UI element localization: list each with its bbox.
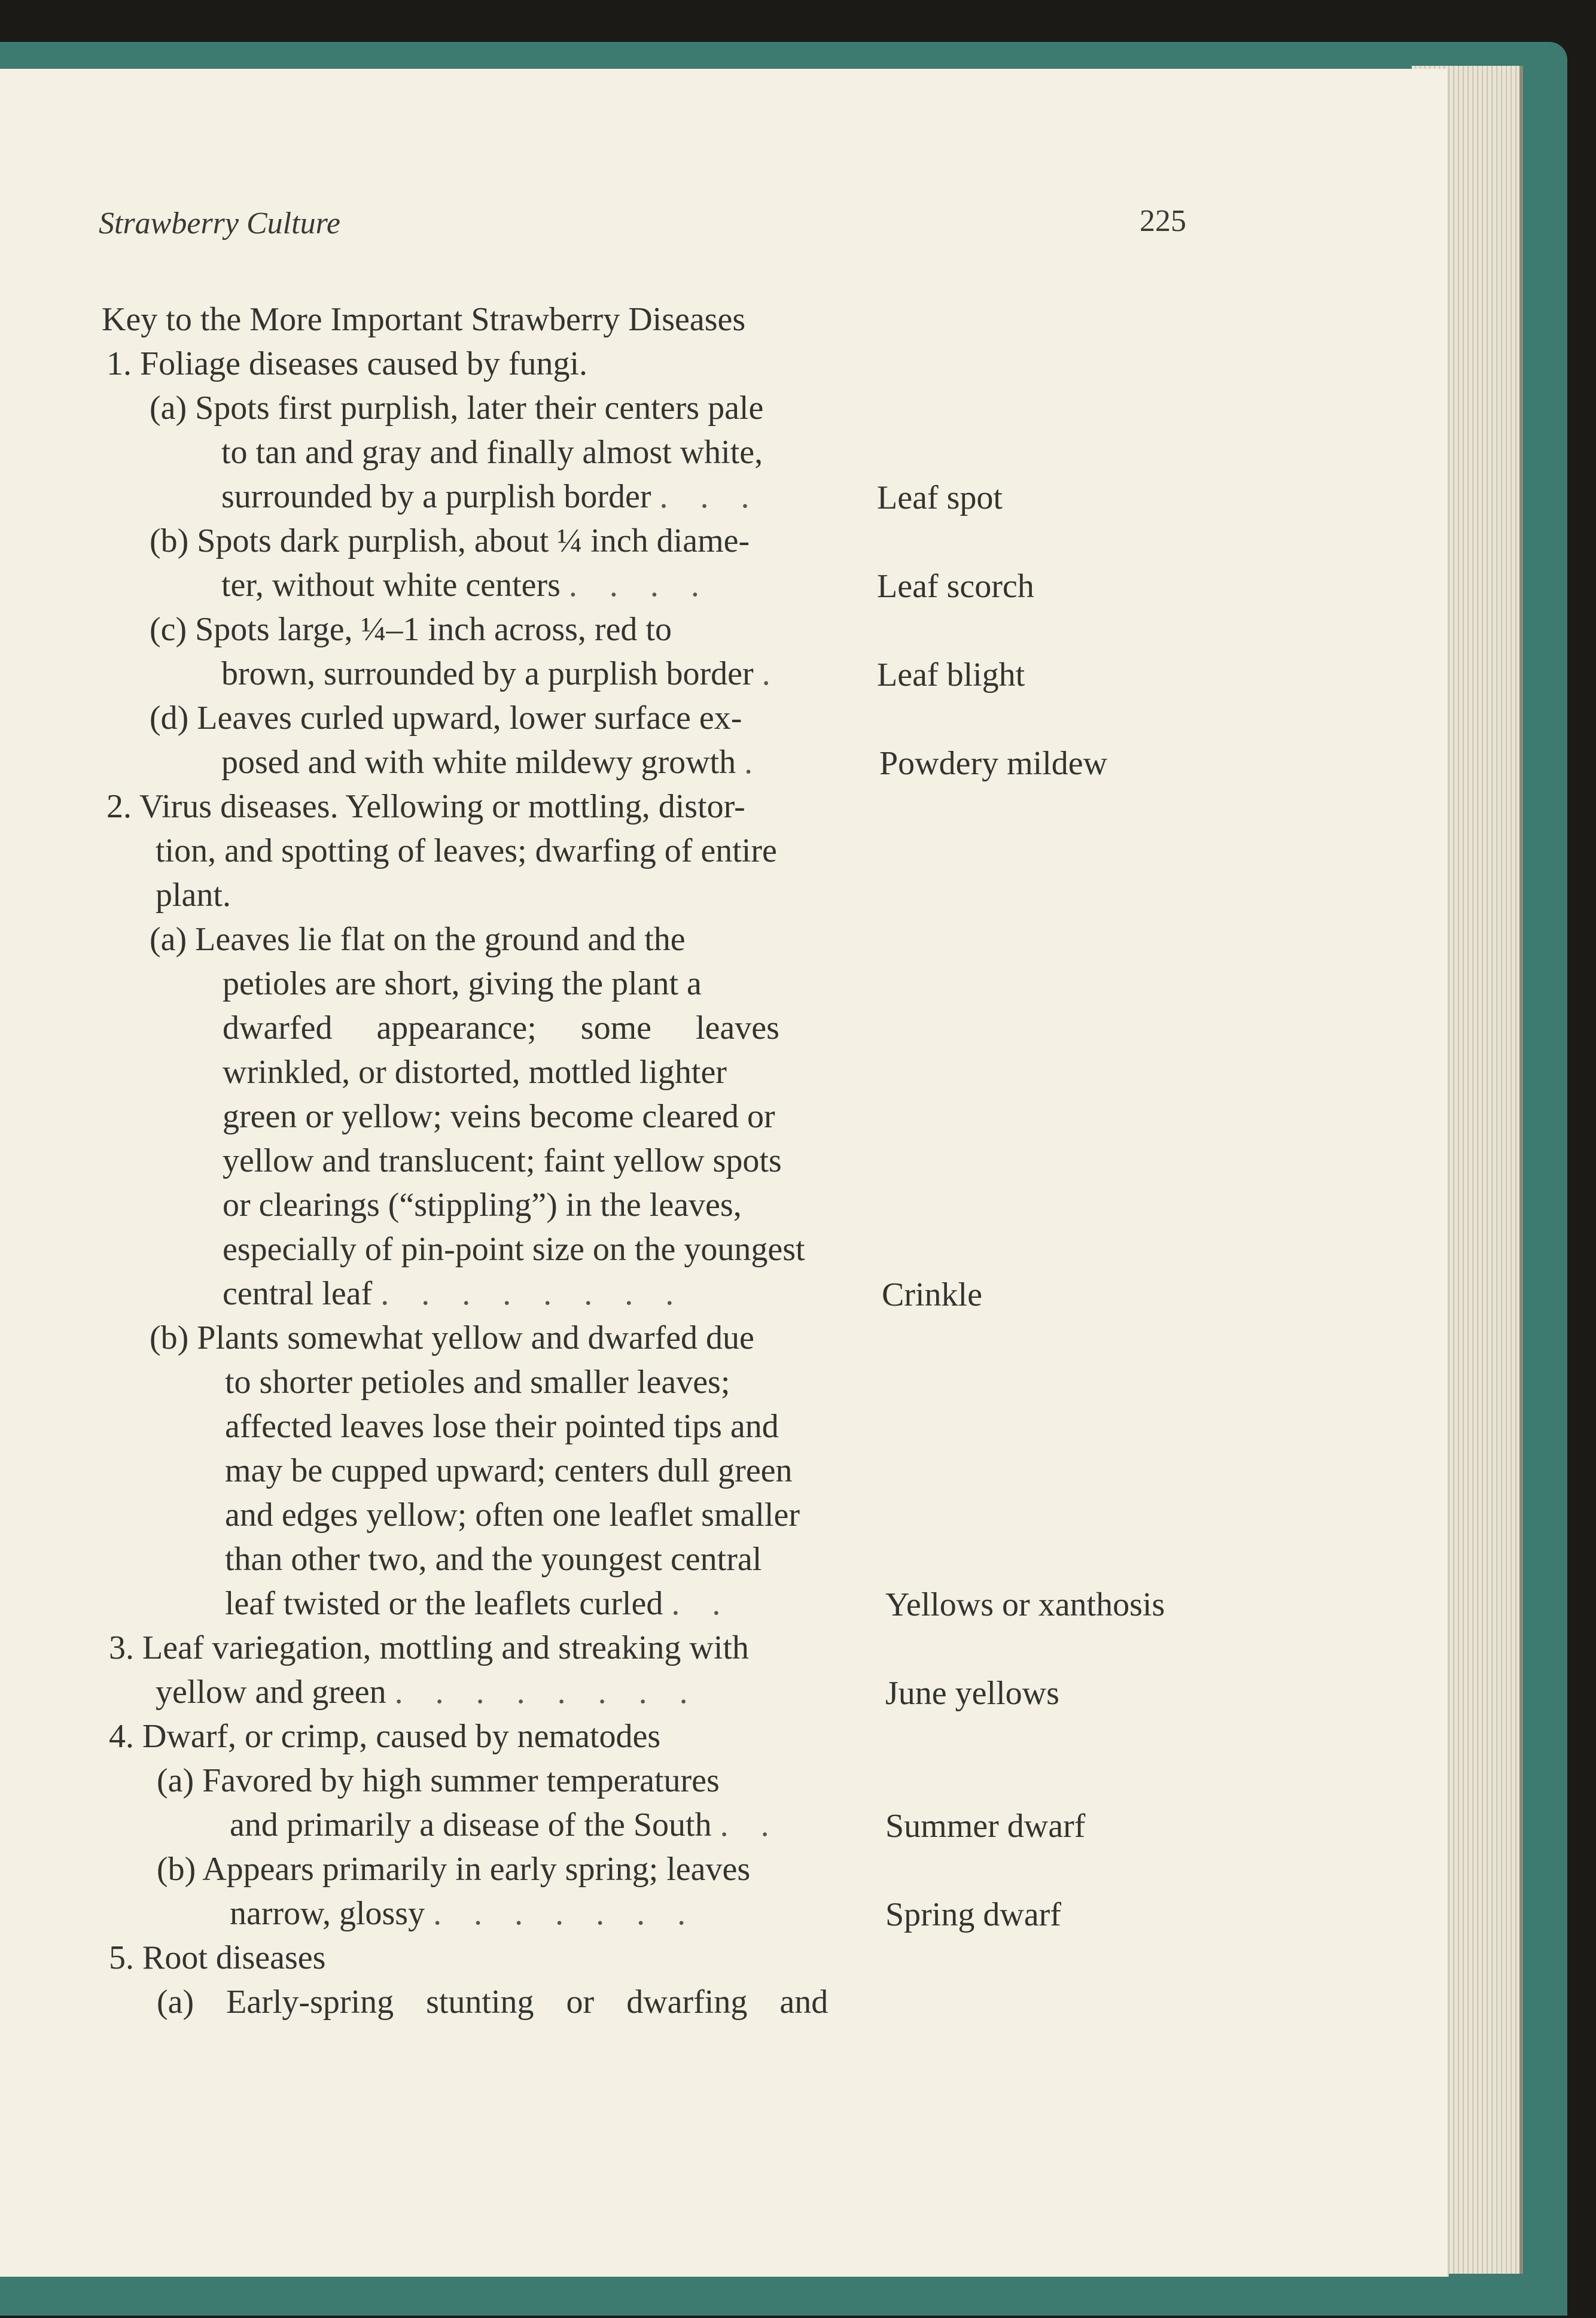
- line-19: yellow and translucent; faint yellow spots: [223, 1142, 782, 1179]
- line-38: (a) Early-spring stunting or dwarfing and: [157, 1984, 829, 2021]
- line-10: posed and with white mildewy growth .: [221, 744, 765, 781]
- line-13: plant.: [156, 877, 231, 914]
- line-28: than other two, and the youngest central: [225, 1541, 762, 1578]
- line-17: wrinkled, or distorted, mottled lighter: [223, 1054, 727, 1091]
- key-title: Key to the More Important Strawberry Diseases: [102, 301, 746, 338]
- line-23: (b) Plants somewhat yellow and dwarfed due: [150, 1319, 754, 1356]
- leader-dots: . . . . . . .: [433, 1895, 698, 1932]
- line-21: especially of pin-point size on the youngest: [223, 1231, 805, 1268]
- answer-leaf-scorch: Leaf scorch: [877, 568, 1034, 605]
- line-11: 2. Virus diseases. Yellowing or mottling, distor-: [106, 788, 745, 825]
- line-14: (a) Leaves lie flat on the ground and the: [150, 921, 686, 958]
- line-3: to tan and gray and finally almost white,: [221, 434, 763, 471]
- line-22: central leaf . . . . . . . .: [223, 1275, 686, 1312]
- line-36: narrow, glossy . . . . . . .: [230, 1895, 698, 1932]
- running-head: Strawberry Culture: [99, 206, 340, 241]
- line-24: to shorter petioles and smaller leaves;: [225, 1364, 730, 1401]
- answer-crinkle: Crinkle: [882, 1276, 982, 1313]
- page-number: 225: [1140, 204, 1186, 238]
- answer-summer-dwarf: Summer dwarf: [885, 1808, 1086, 1845]
- answer-leaf-blight: Leaf blight: [877, 656, 1025, 693]
- line-31: yellow and green . . . . . . . .: [156, 1674, 700, 1711]
- line-33: (a) Favored by high summer temperatures: [157, 1762, 720, 1799]
- answer-powdery-mildew: Powdery mildew: [879, 745, 1108, 782]
- leader-dots: . . . . . . . .: [380, 1275, 686, 1312]
- line-9: (d) Leaves curled upward, lower surface ex-: [150, 699, 742, 737]
- leader-dots: . . . .: [568, 567, 711, 604]
- line-5: (b) Spots dark purplish, about ¼ inch diame-: [150, 522, 750, 559]
- line-35: (b) Appears primarily in early spring; leaves: [157, 1851, 751, 1888]
- line-1: 1. Foliage diseases caused by fungi.: [106, 345, 588, 382]
- answer-spring-dwarf: Spring dwarf: [885, 1896, 1061, 1933]
- leader-dots: . . .: [659, 478, 762, 515]
- line-37: 5. Root diseases: [109, 1939, 326, 1976]
- leader-dots: . .: [671, 1585, 733, 1622]
- line-15: petioles are short, giving the plant a: [223, 965, 702, 1002]
- leader-dots: . . . . . . . .: [394, 1674, 700, 1711]
- line-6: ter, without white centers . . . .: [221, 567, 711, 604]
- answer-yellows: Yellows or xanthosis: [885, 1586, 1165, 1623]
- line-20: or clearings (“stippling”) in the leaves,: [223, 1187, 742, 1224]
- line-4: surrounded by a purplish border . . .: [221, 478, 762, 515]
- line-12: tion, and spotting of leaves; dwarfing of entire: [156, 832, 777, 869]
- line-30: 3. Leaf variegation, mottling and streaking with: [109, 1629, 749, 1666]
- line-16: dwarfed appearance; some leaves: [223, 1009, 779, 1047]
- leader-dots: .: [744, 744, 765, 781]
- answer-leaf-spot: Leaf spot: [877, 479, 1003, 516]
- book-page: [0, 69, 1449, 2277]
- line-7: (c) Spots large, ¼–1 inch across, red to: [150, 611, 672, 648]
- line-25: affected leaves lose their pointed tips and: [225, 1408, 779, 1445]
- leader-dots: .: [762, 655, 782, 692]
- page-text: [0, 69, 1448, 2277]
- line-29: leaf twisted or the leaflets curled . .: [225, 1585, 733, 1622]
- line-26: may be cupped upward; centers dull green: [225, 1452, 793, 1489]
- line-18: green or yellow; veins become cleared or: [223, 1098, 775, 1135]
- line-8: brown, surrounded by a purplish border .: [221, 655, 782, 692]
- line-27: and edges yellow; often one leaflet smaller: [225, 1496, 800, 1534]
- line-32: 4. Dwarf, or crimp, caused by nematodes: [109, 1718, 661, 1755]
- leader-dots: . .: [720, 1806, 781, 1844]
- answer-june-yellows: June yellows: [885, 1675, 1059, 1712]
- line-34: and primarily a disease of the South . .: [230, 1806, 781, 1844]
- line-2: (a) Spots first purplish, later their centers pale: [150, 390, 764, 427]
